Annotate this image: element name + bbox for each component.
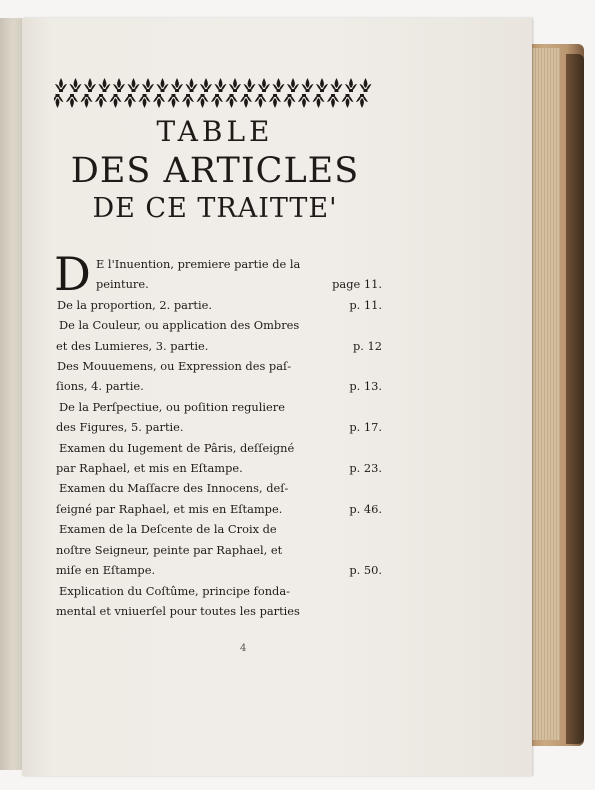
toc-line-text: Explication du Coſtûme, principe fonda- xyxy=(59,583,290,598)
toc-page-ref xyxy=(376,397,382,417)
toc-line-text: ſeigné par Raphael, et mis en Eſtampe. xyxy=(56,501,283,516)
toc-line xyxy=(56,458,382,478)
toc-line-text: des Figures, 5. partie. xyxy=(56,420,184,435)
toc-entry-massacre-des-innocens xyxy=(56,478,382,519)
table-heading xyxy=(50,114,380,226)
toc-line-text: De la Perſpectiue, ou poſition reguliere xyxy=(59,399,285,414)
toc-entry-proportion xyxy=(56,295,382,315)
toc-entry-iugement-de-paris xyxy=(56,438,382,479)
toc-page-ref: p. 17. xyxy=(349,420,382,435)
toc-entry-mouuemens xyxy=(56,356,382,397)
toc-line xyxy=(56,397,382,417)
heading-line-traitte: DE CE TRAITTE' xyxy=(92,193,338,224)
toc-page-ref xyxy=(376,540,382,560)
table-of-contents xyxy=(54,247,382,621)
toc-entry-couleur xyxy=(56,315,382,356)
toc-line-text: par Raphael, et mis en Eſtampe. xyxy=(56,461,243,476)
toc-line xyxy=(56,581,382,601)
signature-mark: 4 xyxy=(240,643,247,654)
toc-page-ref xyxy=(376,438,382,458)
toc-line-text: Examen du Maſſacre des Innocens, deſ- xyxy=(59,481,289,496)
toc-page-ref: p. 11. xyxy=(349,297,382,312)
toc-page-ref: p. 46. xyxy=(349,501,382,516)
toc-line-text: Examen de la Deſcente de la Croix de xyxy=(59,522,277,537)
toc-line-text: et des Lumieres, 3. partie. xyxy=(56,338,209,353)
toc-line xyxy=(56,519,382,539)
toc-line-text: E l'Inuention, premiere partie de la xyxy=(96,257,301,271)
toc-page-ref: p. 13. xyxy=(349,379,382,394)
toc-line xyxy=(56,438,382,458)
toc-line-text: Des Mouuemens, ou Expression des paſ- xyxy=(57,359,292,374)
toc-page-ref xyxy=(376,478,382,498)
toc-line-text: Examen du Iugement de Pâris, deſſeigné xyxy=(59,440,295,455)
toc-line xyxy=(56,336,382,356)
toc-page-ref xyxy=(376,601,382,621)
toc-page-ref xyxy=(376,254,382,274)
toc-line-text: miſe en Eſtampe. xyxy=(56,563,156,578)
fleuron-ornament-band xyxy=(54,76,376,110)
toc-line-text: mental et vniuerſel pour toutes les parties xyxy=(56,603,300,618)
toc-line xyxy=(56,560,382,580)
toc-page-ref: p. 23. xyxy=(349,461,382,476)
drop-cap-letter: D xyxy=(54,247,91,301)
toc-entry-inuention xyxy=(54,247,382,301)
page-edges xyxy=(530,48,560,740)
toc-line xyxy=(56,499,382,519)
toc-line xyxy=(56,295,382,315)
toc-line xyxy=(56,274,382,294)
toc-entry-descente-de-la-croix xyxy=(56,519,382,580)
toc-line xyxy=(56,601,382,621)
toc-page-ref xyxy=(376,581,382,601)
toc-page-ref: page 11. xyxy=(332,277,382,292)
toc-line xyxy=(56,417,382,437)
toc-line xyxy=(56,376,382,396)
toc-line-text: peinture. xyxy=(96,277,149,292)
toc-entry-costume xyxy=(56,581,382,622)
toc-line-text: ſions, 4. partie. xyxy=(56,379,144,394)
toc-line xyxy=(56,478,382,498)
toc-line xyxy=(56,540,382,560)
toc-page-ref xyxy=(376,315,382,335)
toc-line-text: De la proportion, 2. partie. xyxy=(57,297,212,312)
toc-page-ref: p. 50. xyxy=(349,563,382,578)
toc-line xyxy=(56,315,382,335)
book-cover-edge xyxy=(566,54,584,744)
heading-line-articles: DES ARTICLES xyxy=(70,151,360,191)
toc-page-ref xyxy=(376,519,382,539)
heading-line-table: TABLE xyxy=(156,115,274,148)
toc-entry-perspectiue xyxy=(56,397,382,438)
toc-line-text: De la Couleur, ou application des Ombres xyxy=(59,318,300,333)
toc-line xyxy=(56,356,382,376)
toc-line xyxy=(56,254,382,274)
toc-page-ref: p. 12 xyxy=(352,338,382,353)
toc-page-ref xyxy=(376,356,382,376)
toc-line-text: noſtre Seigneur, peinte par Raphael, et xyxy=(56,542,283,557)
